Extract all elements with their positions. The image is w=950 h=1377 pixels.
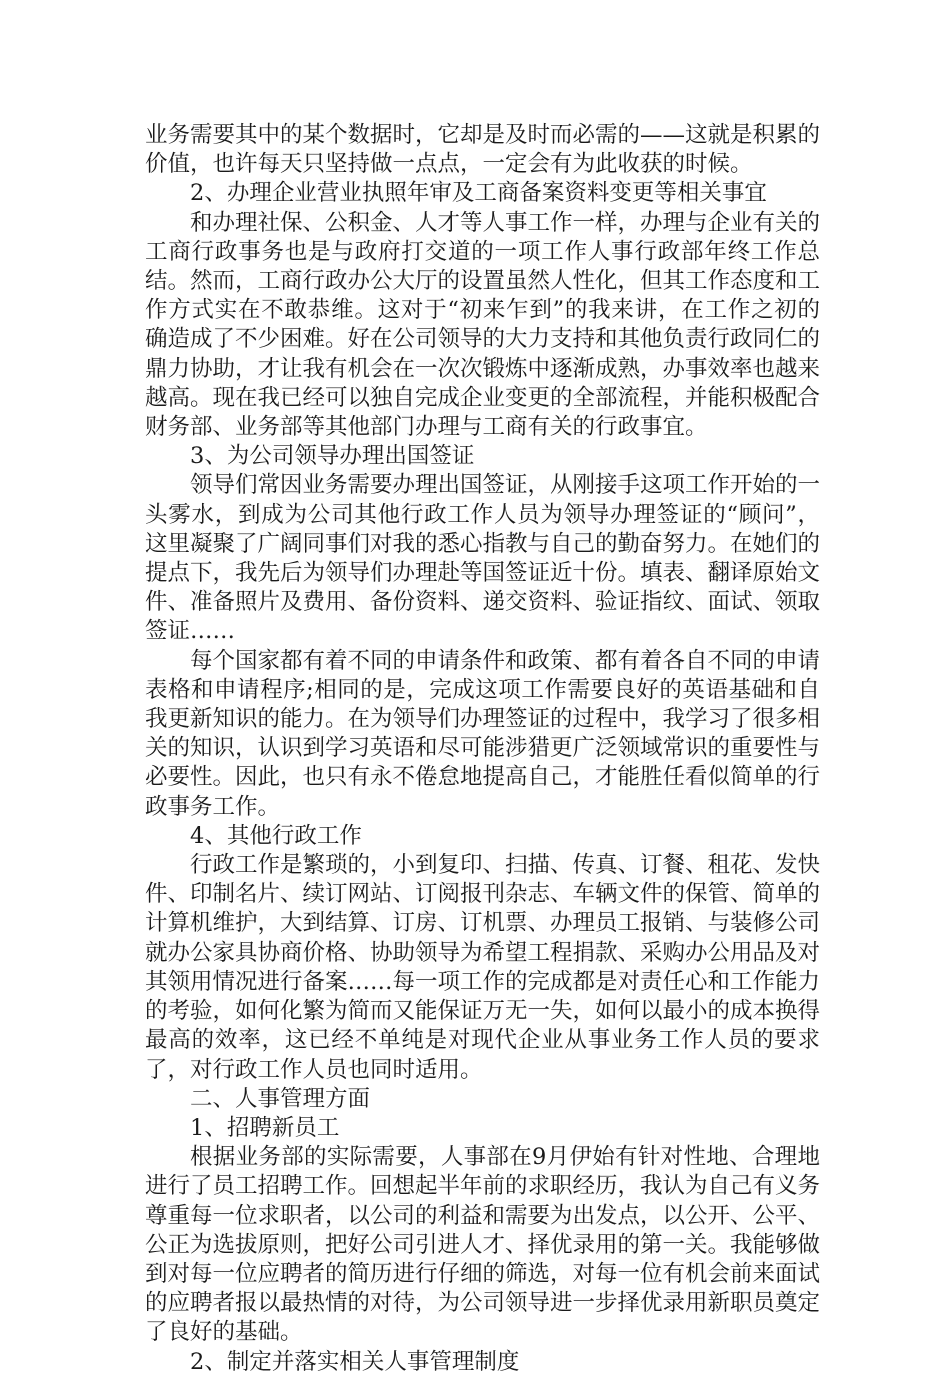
paragraph-continuation: 业务需要其中的某个数据时，它却是及时而必需的——这就是积累的价值，也许每天只坚持做一点点，一定会有为此收获的时候。 (145, 122, 821, 178)
section-heading-hr-policies: 2、制定并落实相关人事管理制度 (190, 1348, 520, 1375)
paragraph-admin-tasks: 行政工作是繁琐的，小到复印、扫描、传真、订餐、租花、发快件、印制名片、续订网站、订阅报刊杂志、车辆文件的保管、简单的计算机维护，大到结算、订房、订机票、办理员工报销、与装修公司就办公家具协商价格、协助领导为希望工程捐款、采购办公用品及对其领用情况进行备案……每一项工作的完成都是对责任心和工作能力的考验，如何化繁为简而又能保证万无一失，如何以最小的成本换得最高的效率，这已经不单纯是对现代企业从事业务工作人员的要求了，对行政工作人员也同时适用。 (145, 852, 821, 1083)
paragraph-visa-learning: 每个国家都有着不同的申请条件和政策、都有着各自不同的申请表格和申请程序;相同的是，完成这项工作需要良好的英语基础和自我更新知识的能力。在为领导们办理签证的过程中，我学习了很多相关的知识，认识到学习英语和尽可能涉猎更广泛领域常识的重要性与必要性。因此，也只有永不倦怠地提高自己，才能胜任看似简单的行政事务工作。 (145, 647, 821, 820)
section-heading-other-admin: 4、其他行政工作 (190, 822, 362, 849)
section-heading-visa: 3、为公司领导办理出国签证 (190, 443, 475, 470)
paragraph-visa-process: 领导们常因业务需要办理出国签证，从刚接手这项工作开始的一头雾水，到成为公司其他行政工作人员为领导办理签证的“顾问”，这里凝聚了广阔同事们对我的悉心指教与自己的勤奋努力。在她们的提点下，我先后为领导们办理赴等国签证近十份。填表、翻译原始文件、准备照片及费用、备份资料、递交资料、验证指纹、面试、领取签证…… (145, 472, 821, 645)
paragraph-recruiting: 根据业务部的实际需要，人事部在9月伊始有针对性地、合理地进行了员工招聘工作。回想起半年前的求职经历，我认为自己有义务尊重每一位求职者，以公司的利益和需要为出发点，以公开、公平、公正为选拔原则，把好公司引进人才、择优录用的第一关。我能够做到对每一位应聘者的简历进行仔细的筛选，对每一位有机会前来面试的应聘者报以最热情的对待，为公司领导进一步择优录用新职员奠定了良好的基础。 (145, 1144, 821, 1346)
document-body (145, 121, 820, 1377)
paragraph-business-affairs: 和办理社保、公积金、人才等人事工作一样，办理与企业有关的工商行政事务也是与政府打交道的一项工作人事行政部年终工作总结。然而，工商行政办公大厅的设置虽然人性化，但其工作态度和工作方式实在不敢恭维。这对于“初来乍到”的我来讲，在工作之初的确造成了不少困难。好在公司领导的大力支持和其他负责行政同仁的鼎力协助，才让我有机会在一次次锻炼中逐渐成熟，办事效率也越来越高。现在我已经可以独自完成企业变更的全部流程，并能积极配合财务部、业务部等其他部门办理与工商有关的行政事宜。 (145, 209, 821, 441)
section-heading-business-license: 2、办理企业营业执照年审及工商备案资料变更等相关事宜 (190, 180, 767, 207)
section-heading-recruiting: 1、招聘新员工 (190, 1114, 340, 1141)
section-heading-hr-management: 二、人事管理方面 (190, 1085, 371, 1112)
